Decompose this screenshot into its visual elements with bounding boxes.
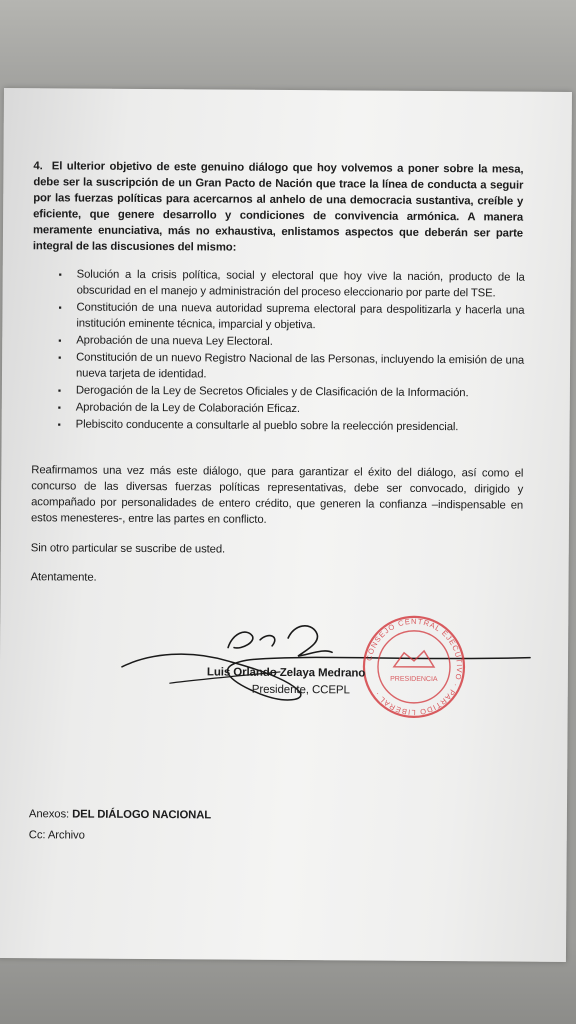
letter-page	[0, 88, 572, 962]
anexos-label: Anexos:	[28, 808, 70, 821]
paragraph-number: 4.	[33, 160, 43, 173]
list-item: ▪ Derogación de la Ley de Secretos Oficiales y de Clasificación de la Información.	[54, 382, 524, 401]
bullet-icon: ▪	[58, 302, 62, 313]
sin-otro-line: Sin otro particular se suscribe de usted.	[30, 542, 226, 556]
svg-text:CONSEJO CENTRAL EJECUTIVO · PA: CONSEJO CENTRAL EJECUTIVO · PARTIDO LIBERAL ·	[364, 616, 465, 717]
anexos-value: DEL DIÁLOGO NACIONAL	[72, 808, 212, 822]
party-seal-stamp	[360, 613, 469, 722]
bullet-icon: ▪	[58, 335, 62, 346]
paragraph-4	[33, 158, 524, 257]
bullet-icon: ▪	[57, 385, 62, 396]
closing-paragraph: Reafirmamos una vez más este diálogo, que para garantizar el éxito del diálogo, así como el concurso de las diversas fuerzas políticas representativas, debe ser convocado, dirigido y acompañado por personalidades de entero crédito, que generen la confianza –indispensable en estos menesteres-, entre las partes en conflicto.	[30, 464, 524, 526]
svg-text:PRESIDENCIA: PRESIDENCIA	[390, 675, 438, 684]
list-item: ▪ Aprobación de una nueva Ley Electoral.	[54, 332, 524, 351]
bullet-icon: ▪	[58, 352, 62, 363]
signer-title: Presidente, CCEPL	[251, 683, 350, 697]
list-item: ▪ Constitución de una nueva autoridad suprema electoral para despolitizarla y hacerla una institución eminente técnica, imparcial y objetiva.	[54, 299, 524, 334]
signer-name: Luis Orlando Zelaya Medrano	[206, 666, 366, 680]
atentamente-line: Atentamente.	[30, 571, 97, 584]
paragraph-4-text: El ulterior objetivo de este genuino diálogo que hoy volvemos a poner sobre la mesa, debe ser la suscripción de un Gran Pacto de Nación que trace la línea de conducta a seguir por las fuerzas políticas para acercarnos al anhelo de una democracia sustantiva, creíble y eficiente, que genere desarrollo y condiciones de convivencia armónica. A manera meramente enunciativa, más no exhaustiva, enlistamos aspectos que deberán ser parte integral de las discusiones del mismo:	[32, 160, 524, 254]
bullet-icon: ▪	[57, 419, 61, 430]
bullet-icon: ▪	[58, 269, 62, 280]
list-item: ▪ Plebiscito conducente a consultarle al pueblo sobre la reelección presidencial.	[54, 416, 524, 435]
bullet-icon: ▪	[57, 402, 61, 413]
anexos-line	[29, 806, 211, 823]
list-item: ▪ Aprobación de la Ley de Colaboración Eficaz.	[54, 399, 524, 418]
list-item: ▪ Constitución de un nuevo Registro Nacional de las Personas, incluyendo la emisión de una nueva tarjeta de identidad.	[54, 349, 524, 384]
aspects-list	[54, 266, 525, 436]
list-item: ▪ Solución a la crisis política, social y electoral que hoy vive la nación, producto de la obscuridad en el manejo y administración del proceso eleccionario por parte del TSE.	[55, 266, 525, 301]
cc-line: Cc: Archivo	[28, 829, 85, 842]
